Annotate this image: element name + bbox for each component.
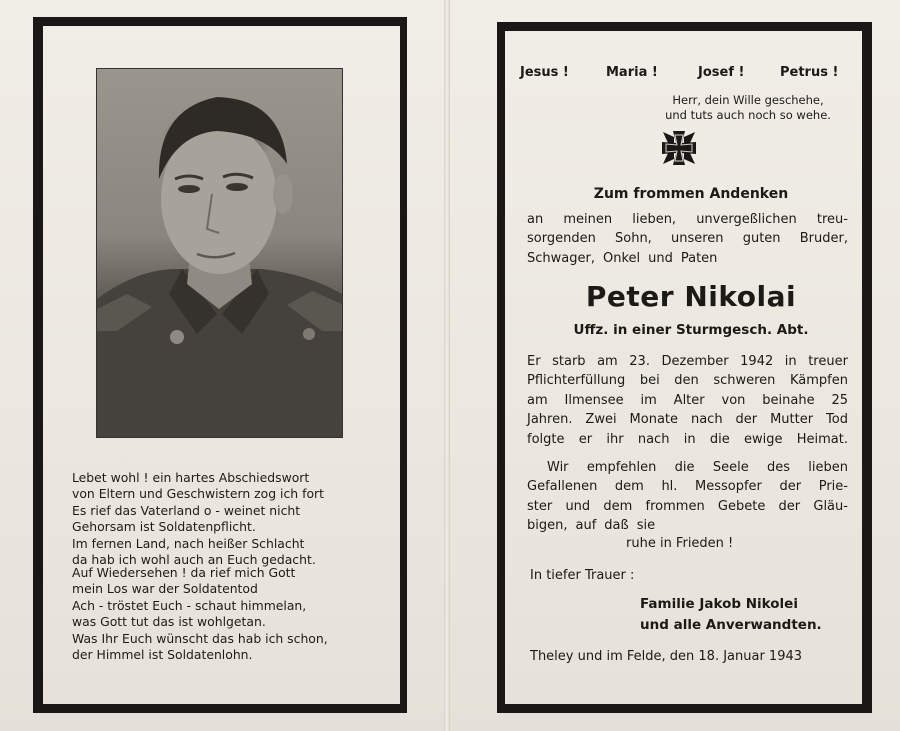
invocations-row [520,65,840,85]
word: hl. [661,479,678,495]
word: am [597,354,618,369]
deceased-name: Peter Nikolai [585,280,797,313]
word: Dezember [661,354,729,369]
invocation: Petrus ! [780,65,839,80]
word: Schwager, [527,250,595,266]
poem-line: Lebet wohl ! ein hartes Abschiedswort [72,470,310,485]
herr-line: und tuts auch noch so wehe. [665,108,831,122]
poem-line: Gehorsam ist Soldatenpflicht. [72,519,256,535]
andenken-title: Zum frommen Andenken [593,186,789,202]
word: sie [636,518,656,534]
word: Zwei [585,412,617,428]
poem-stanza-2 [72,565,392,663]
word: dem [614,479,644,495]
word: nach [690,412,723,428]
word: starb [552,354,586,369]
poem-line: von Eltern und Geschwistern zog ich fort [72,486,324,502]
poem-line: da hab ich wohl auch an Euch gedacht. [72,552,316,568]
word: Gläu- [813,498,848,514]
invocation: Maria ! [606,65,658,80]
text-line [527,477,848,496]
text-line [527,516,848,535]
word: auf [575,518,597,534]
text-line [527,229,848,248]
word: treu- [816,212,848,227]
word: Pflichterfüllung [527,373,626,389]
text-line [527,458,848,477]
word: Bruder, [799,231,848,247]
relatives-signature: und alle Anverwandten. [640,617,822,633]
word: Prie- [818,479,848,495]
prayer-text [527,458,848,536]
word: Sohn, [615,231,652,247]
word: 23. [629,354,650,369]
word: folgte [527,431,565,447]
poem-stanza-1 [72,470,392,568]
andenken-text [527,210,848,268]
text-line [527,249,848,268]
word: an [527,212,544,227]
word: Jahren. [527,412,573,428]
word: beinahe [762,392,815,408]
text-line [527,352,848,371]
poem-line: Im fernen Land, nach heißer Schlacht [72,535,305,551]
word: die [709,431,730,447]
ruhe-in-frieden: ruhe in Frieden ! [626,536,734,551]
word: der [735,412,758,428]
iron-cross-icon [660,129,698,167]
invocation: Josef ! [698,65,745,80]
word: schweren [713,373,776,389]
word: Gebete [717,498,766,514]
word: in [683,431,696,447]
invocation: Jesus ! [520,65,569,80]
word: und [565,498,591,514]
word: ihr [606,431,624,447]
poem-line: der Himmel ist Soldatenlohn. [72,647,253,663]
word: guten [742,231,781,247]
word: Tod [826,412,848,428]
word: und [648,250,673,266]
word: den [674,373,699,389]
word: am [527,392,548,408]
word: Paten [680,250,718,266]
military-rank: Uffz. in einer Sturmgesch. Abt. [573,322,809,338]
word: Wir [547,460,569,475]
death-text [527,352,848,449]
word: 1942 [740,354,774,369]
word: frommen [645,498,705,514]
word: des [766,460,790,475]
word: Er [527,354,541,369]
text-line [527,410,848,429]
word: 25 [831,392,848,408]
word: Monate [629,412,679,428]
word: Seele [712,460,749,475]
poem-line: was Gott tut das ist wohlgetan. [72,614,266,630]
word: Onkel [602,250,641,266]
text-line [527,497,848,516]
text-line [527,391,848,410]
soldier-portrait-photo [96,68,343,438]
text-line [527,371,848,390]
poem-line: Auf Wiedersehen ! da rief mich Gott [72,565,296,580]
place-and-date: Theley und im Felde, den 18. Januar 1943 [530,649,803,664]
word: bigen, [527,518,568,534]
word: ster [527,498,553,514]
text-line [527,430,848,449]
word: bei [639,373,660,389]
word: Gefallenen [527,479,598,495]
word: die [674,460,695,475]
poem-line: Es rief das Vaterland o - weinet nicht [72,502,301,518]
card-fold [444,0,450,731]
word: im [640,392,657,408]
word: Heimat. [796,431,848,447]
word: treuer [808,354,848,369]
word: daß [604,518,629,534]
word: von [721,392,746,408]
word: Ilmensee [564,392,624,408]
family-signature: Familie Jakob Nikolei [640,596,798,612]
word: unvergeßlichen [696,212,797,227]
word: meinen [563,212,613,227]
word: er [578,431,593,447]
word: sorgenden [527,231,596,247]
word: der [779,479,802,495]
word: empfehlen [586,460,657,475]
poem-line: mein Los war der Soldatentod [72,581,258,597]
word: lieben [808,460,848,475]
herr-line: Herr, dein Wille geschehe, [672,93,824,107]
word: unseren [671,231,724,247]
text-line [527,210,848,229]
word: Alter [673,392,705,408]
word: Kämpfen [789,373,848,389]
in-tiefer-trauer: In tiefer Trauer : [530,568,635,583]
poem-line: Was Ihr Euch wünscht das hab ich schon, [72,630,328,646]
poem-line: Ach - tröstet Euch - schaut himmelan, [72,597,307,613]
word: Messopfer [695,479,762,495]
word: dem [603,498,633,514]
word: ewige [743,431,783,447]
word: der [778,498,801,514]
word: Mutter [770,412,814,428]
word: lieben, [632,212,677,227]
word: in [784,354,797,369]
word: nach [637,431,670,447]
